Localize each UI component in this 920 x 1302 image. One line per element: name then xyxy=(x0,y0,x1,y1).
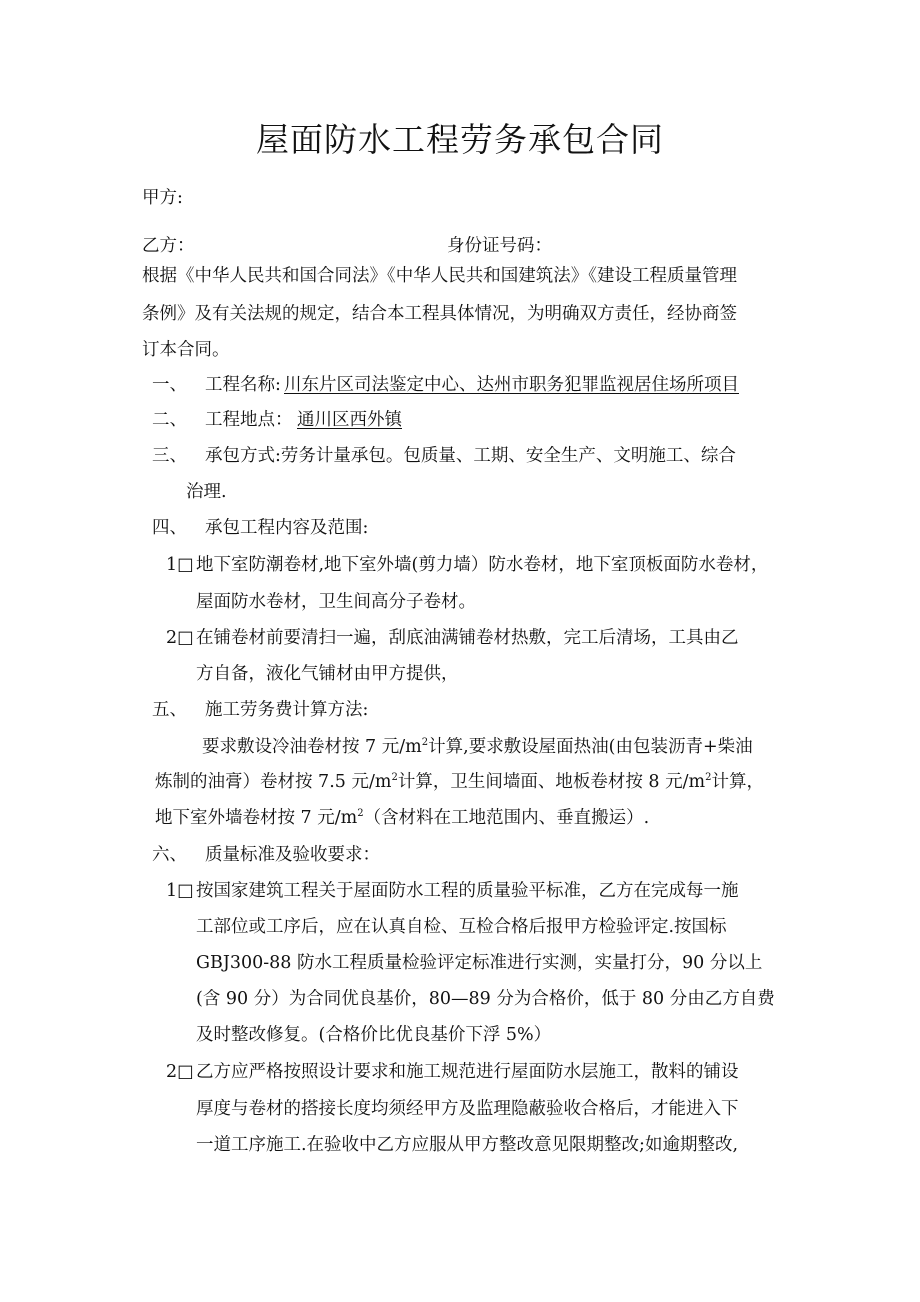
fee-line-2-c: 计算， xyxy=(711,772,764,792)
item-bullet-box: □ xyxy=(177,881,194,901)
fee-line-3-b: （含材料在工地范围内、垂直搬运）. xyxy=(363,808,650,828)
section-4-number: 四、 xyxy=(152,518,187,538)
item-6-1-line-1: 按国家建筑工程关于屋面防水工程的质量验平标准，乙方在完成每一施 xyxy=(196,881,739,901)
fee-line-2-b: 计算，卫生间墙面、地板卷材按 8 元/m xyxy=(397,772,706,792)
item-4-1-number: 1 xyxy=(166,555,178,575)
fee-line-3-a: 地下室外墙卷材按 7 元/m xyxy=(155,808,358,828)
intro-line-1: 根据《中华人民共和国合同法》《中华人民共和国建筑法》《建设工程质量管理 xyxy=(142,266,737,286)
item-bullet-box: □ xyxy=(177,628,194,648)
fee-line-1-a: 要求敷设冷油卷材按 7 元/m xyxy=(202,737,422,757)
fee-line-2 xyxy=(155,770,764,794)
item-6-2-number: 2 xyxy=(166,1062,178,1082)
id-number-label: 身份证号码： xyxy=(447,236,552,256)
fee-line-2-a: 炼制的油膏）卷材按 7.5 元/m xyxy=(155,772,392,792)
section-3-line-2: 治理. xyxy=(186,482,227,502)
item-6-1-line-4: (含 90 分）为合同优良基价，80—89 分为合格价，低于 80 分由乙方自费 xyxy=(196,989,775,1009)
item-6-2-line-1: 乙方应严格按照设计要求和施工规范进行屋面防水层施工，散料的铺设 xyxy=(196,1062,739,1082)
section-6-heading: 质量标准及验收要求： xyxy=(205,845,380,865)
item-6-1-number: 1 xyxy=(166,881,178,901)
unit-superscript: 2 xyxy=(705,772,712,783)
section-1-number: 一、 xyxy=(152,375,187,395)
intro-line-3: 订本合同。 xyxy=(142,340,230,360)
unit-superscript: 2 xyxy=(357,808,364,819)
item-6-1-line-3: GBJ300-88 防水工程质量检验评定标准进行实测，实量打分，90 分以上 xyxy=(196,953,763,973)
project-name-value: 川东片区司法鉴定中心、达州市职务犯罪监视居住场所项目 xyxy=(284,375,739,395)
section-2-label: 工程地点： xyxy=(205,410,293,430)
item-4-1-marker xyxy=(166,553,194,577)
section-3-number: 三、 xyxy=(152,446,187,466)
item-4-2-number: 2 xyxy=(166,628,178,648)
item-4-2-line-2: 方自备，液化气铺材由甲方提供， xyxy=(196,664,459,684)
document-title: 屋面防水工程劳务承包合同 xyxy=(256,120,664,159)
section-6-number: 六、 xyxy=(152,845,187,865)
section-3-line-1: 承包方式:劳务计量承包。包质量、工期、安全生产、文明施工、综合 xyxy=(205,446,736,466)
item-6-1-line-5: 及时整改修复。(合格价比优良基价下浮 5%） xyxy=(196,1025,552,1045)
party-b-label: 乙方： xyxy=(142,236,195,256)
section-5-number: 五、 xyxy=(152,700,187,720)
item-6-2-line-3: 一道工序施工.在验收中乙方应服从甲方整改意见限期整改;如逾期整改, xyxy=(196,1135,739,1155)
section-1-label: 工程名称: xyxy=(205,375,281,395)
item-4-2-line-1: 在铺卷材前要清扫一遍，刮底油满铺卷材热敷，完工后清场，工具由乙 xyxy=(196,628,739,648)
item-6-2-marker xyxy=(166,1060,194,1084)
section-2-number: 二、 xyxy=(152,410,187,430)
item-bullet-box: □ xyxy=(177,1062,194,1082)
project-location-value: 通川区西外镇 xyxy=(297,410,402,430)
item-bullet-box: □ xyxy=(177,555,194,575)
item-6-2-line-2: 厚度与卷材的搭接长度均须经甲方及监理隐蔽验收合格后，才能进入下 xyxy=(196,1099,739,1119)
fee-line-3 xyxy=(155,806,649,830)
unit-superscript: 2 xyxy=(421,737,429,748)
section-5-heading: 施工劳务费计算方法: xyxy=(205,700,369,720)
item-6-1-marker xyxy=(166,879,194,903)
party-a-label: 甲方: xyxy=(142,188,183,208)
unit-superscript: 2 xyxy=(391,772,398,783)
item-4-1-line-2: 屋面防水卷材，卫生间高分子卷材。 xyxy=(196,592,476,612)
intro-line-2: 条例》及有关法规的规定，结合本工程具体情况，为明确双方责任，经协商签 xyxy=(142,304,737,324)
item-4-1-line-1: 地下室防潮卷材,地下室外墙(剪力墙）防水卷材，地下室顶板面防水卷材， xyxy=(196,555,769,575)
fee-line-1-b: 计算,要求敷设屋面热油(由包装沥青+柴油 xyxy=(428,737,753,757)
fee-line-1 xyxy=(202,735,753,759)
item-4-2-marker xyxy=(166,626,194,650)
item-6-1-line-2: 工部位或工序后，应在认真自检、互检合格后报甲方检验评定.按国标 xyxy=(196,917,727,937)
section-4-heading: 承包工程内容及范围: xyxy=(205,518,369,538)
